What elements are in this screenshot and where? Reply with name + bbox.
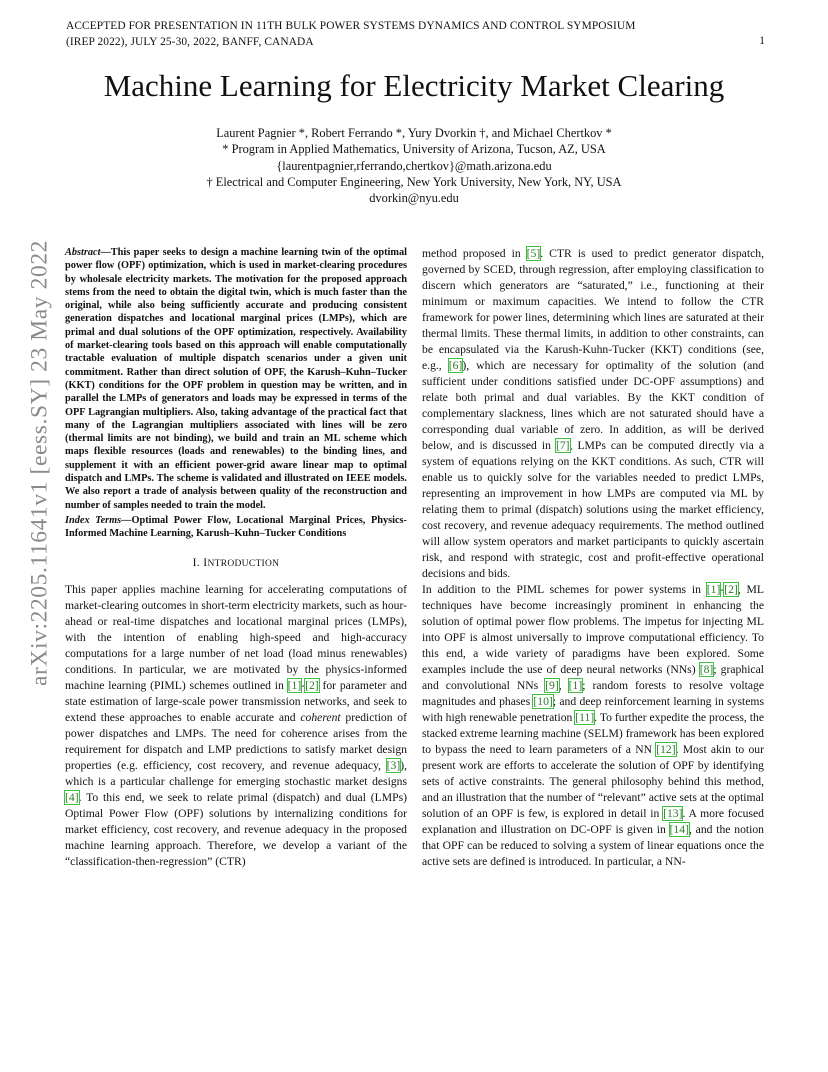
citation-link[interactable]: [14]: [669, 823, 689, 836]
affiliation-1: * Program in Applied Mathematics, University of Arizona, Tucson, AZ, USA: [222, 142, 606, 157]
paper-title: Machine Learning for Electricity Market Clearing: [103, 68, 725, 103]
arxiv-identifier: arXiv:2205.11641v1 [eess.SY] 23 May 2022: [26, 239, 53, 687]
abstract-label: Abstract: [65, 247, 101, 258]
affiliation-2: † Electrical and Computer Engineering, New York University, New York, NY, USA: [206, 174, 622, 189]
citation-link[interactable]: [12]: [656, 743, 676, 756]
citation-link[interactable]: [4]: [65, 790, 79, 804]
citation-link[interactable]: [1]: [706, 583, 721, 596]
index-terms-text: —Optimal Power Flow, Locational Marginal Prices, Physics-Informed Machine Learning, Karush–Kuhn–Tucker Conditions: [65, 514, 407, 540]
author-names: Laurent Pagnier *, Robert Ferrando *, Yury Dvorkin †, and Michael Chertkov *: [216, 126, 612, 140]
author-block: [0, 125, 828, 206]
citation-link[interactable]: [5]: [526, 247, 541, 260]
section-heading-introduction: I. INTRODUCTION: [192, 555, 280, 569]
abstract-text: —This paper seeks to design a machine learning twin of the optimal power flow (OPF) optimization, which is used in market-clearing procedures by wholesale electricity markets. The motivation for the proposed approach stems from the need to obtain the digital twin, which is much faster than the original, while also being sufficiently accurate and producing consistent generation dispatches and locational marginal prices (LMPs), which are primal and dual solutions of the OPF optimization, respectively. Availability of market-clearing tools based on this approach will enable computationally tractable evaluation of multiple dispatch scenarios under a given unit commitment. Rather than direct solution of OPF, the Karush–Kuhn–Tucker (KKT) conditions for the OPF problem in question may be written, and in parallel the LMPs of generators and loads may be expressed in terms of the OPF Lagrangian multipliers. Also, taking advantage of the practical fact that many of the Lagrangian multipliers associated with lines will be zero (thermal limits are not binding), we build and train an ML scheme which maps flexible resources (loads and renewables) to the binding lines, and supplement it with an efficient power-grid aware linear map to optimal dispatch and LMPs. The scheme is validated and illustrated on IEEE models. We also report a trade of analysis between quality of the reconstruction and number of samples needed to train the model.: [65, 247, 407, 511]
header-line-2: (IREP 2022), JULY 25-30, 2022, BANFF, CANADA: [66, 35, 314, 48]
intro-paragraph: This paper applies machine learning for accelerating computations of market-clearing outcomes in short-term electricity markets, such as hour-ahead or real-time dispatches and locational marginal prices (LMPs), with the intention of enabling high-speed and high-accuracy computations for a large number of net load (load minus renewables) conditions. In particular, we are motivated by the physics-informed machine learning (PIML) schemes outlined in [1]-[2] for parameter and state estimation of large-scale power transmission networks, and seek to extend these approaches to enable accurate and coherent prediction of power dispatches and LMPs. The need for coherence arises from the requirement for dispatch and LMP predictions to satisfy market design properties (e.g. efficiency, cost recovery, and revenue adequacy, [3]), which is a particular challenge for emerging stochastic market designs [4]. To this end, we seek to relate primal (dispatch) and dual (LMPs) Optimal Power Flow (OPF) solutions by internalizing conditions for market efficiency, cost recovery, and revenue adequacy in the proposed machine learning approach. Therefore, we develop a variant of the “classification-then-regression” (CTR): [65, 582, 408, 868]
citation-link[interactable]: [13]: [663, 807, 683, 820]
header-line-1: ACCEPTED FOR PRESENTATION IN 11TH BULK POWER SYSTEMS DYNAMICS AND CONTROL SYMPOSIUM: [66, 20, 636, 32]
citation-link[interactable]: [9]: [545, 679, 559, 692]
index-terms: [65, 514, 407, 541]
citation-link[interactable]: [10]: [533, 695, 553, 708]
body-paragraph-2: In addition to the PIML schemes for power systems in [1]-[2], ML techniques have become increasingly prominent in enhancing the solution of optimal power flow problems. The impetus for injecting ML into OPF is almost universally to improve computational efficiency. To this end, a wide variety of paradigms have been explored. Some examples include the use of deep neural networks (NNs) [8]; graphical and convolutional NNs [9], [1]; random forests to resolve voltage magnitudes and phases [10]; and deep reinforcement learning in systems with high renewable penetration [11]. To further expedite the process, the stacked extreme learning machine (SELM) framework has been explored to bypass the need to learn parameters of a NN [12]. Most akin to our present work are efforts to accelerate the solution of OPF by identifying sets of active constraints. The general philosophy behind this method, and an illustration that the number of “relevant” active sets at the optimal solution of an OPF is few, is explored in detail in [13]. A more focused explanation and illustration on DC-OPF is given in [14], and the notion that OPF can be reduced to solving a system of linear equations once the active sets are defined is introduced. In particular, a NN-: [422, 583, 765, 868]
arxiv-stamp: [22, 239, 58, 687]
citation-link[interactable]: [3]: [386, 758, 401, 772]
citation-link[interactable]: [2]: [724, 583, 738, 596]
abstract: [65, 246, 407, 512]
citation-link[interactable]: [1]: [287, 678, 302, 692]
right-column: [422, 246, 764, 870]
citation-link[interactable]: [7]: [555, 439, 570, 452]
page-number: 1: [759, 35, 765, 47]
citation-link[interactable]: [1]: [568, 679, 583, 692]
body-paragraph-1: method proposed in [5]. CTR is used to predict generator dispatch, governed by SCED, through regression, after employing classification to discern which generators are “saturated,” i.e., functioning at their minimum or maximum capacities. We intend to follow the CTR framework for power lines, determining which lines are saturated at their thermal limits. These thermal limits, in addition to other constraints, can be encapsulated via the Karush-Kuhn-Tucker (KKT) conditions (see, e.g., [6]), which are necessary for optimality of the solution (and sufficient under conditions satisfied under DC-OPF assumptions) and relate both primal and dual variables. By the KKT condition of complementary slackness, lines which are not saturated should have a corresponding dual variable of zero. In addition, as will be derived below, and is discussed in [7], LMPs can be computed directly via a system of equations relying on the KKT conditions. As such, CTR will enable us to quickly solve for the variables needed to predict LMPs, representing an improvement in how LMPs are computed via ML by relating them to primal (dispatch) solutions using the market efficiency, cost recovery, and revenue adequacy requirements. The method outlined will allow system operators and market participants to quickly ascertain risk, and respond with strategic, cost and profit-effective operational decisions and bids.: [422, 247, 764, 580]
email-2: dvorkin@nyu.edu: [369, 191, 459, 206]
citation-link[interactable]: [2]: [305, 678, 319, 692]
citation-link[interactable]: [8]: [699, 663, 714, 676]
left-column: [65, 246, 407, 870]
running-header: [66, 19, 766, 50]
email-1: {laurentpagnier,rferrando,chertkov}@math.arizona.edu: [276, 158, 552, 173]
index-terms-label: Index Terms: [65, 514, 122, 526]
citation-link[interactable]: [11]: [575, 711, 595, 724]
citation-link[interactable]: [6]: [448, 359, 463, 372]
